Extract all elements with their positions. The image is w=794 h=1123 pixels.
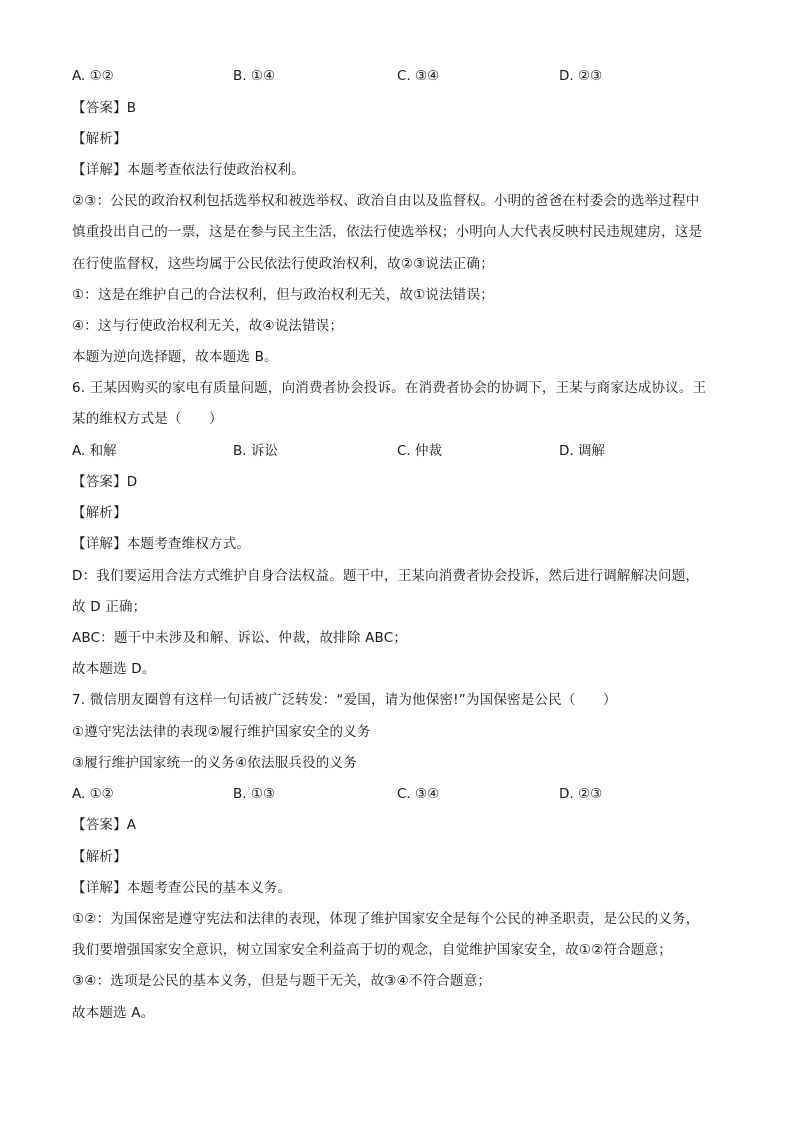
- option-d: D. ②③: [559, 68, 603, 84]
- analysis-heading: 【解析】: [72, 849, 127, 865]
- option-d: D. 调解: [559, 443, 605, 459]
- question-7-stem: 7. 微信朋友圈曾有这样一句话被广泛转发：“爱国，请为他保密!”为国保密是公民（ ）: [72, 692, 617, 708]
- explanation-line: ①：这是在维护自己的合法权利，但与政治权利无关，故①说法错误；: [72, 287, 494, 303]
- explanation-line: 慎重投出自己的一票，这是在参与民主生活，依法行使选举权；小明向人大代表反映村民违规建房，这是: [72, 224, 703, 240]
- answer-line: 【答案】D: [72, 474, 138, 490]
- option-a: A. ①②: [72, 68, 114, 84]
- detail-line: 【详解】本题考查依法行使政治权利。: [72, 162, 305, 178]
- explanation-line: ABC：题干中未涉及和解、诉讼、仲裁，故排除 ABC；: [72, 630, 408, 646]
- detail-line: 【详解】本题考查公民的基本义务。: [72, 880, 292, 896]
- option-c: C. ③④: [397, 786, 440, 802]
- question-6-stem: 6. 王某因购买的家电有质量问题，向消费者协会投诉。在消费者协会的协调下，王某与商家达成协议。王: [72, 380, 707, 396]
- explanation-line: 我们要增强国家安全意识，树立国家安全利益高于切的观念，自觉维护国家安全，故①②符合题意；: [72, 942, 673, 958]
- explanation-line: ④：这与行使政治权利无关，故④说法错误；: [72, 318, 344, 334]
- explanation-line: D：我们要运用合法方式维护自身合法权益。题干中，王某向消费者协会投诉，然后进行调解解决问题，: [72, 568, 700, 584]
- q7-options-row: [72, 785, 732, 803]
- q5-options-row: [72, 67, 732, 85]
- question-7-statements: ③履行维护国家统一的义务④依法服兵役的义务: [72, 755, 357, 771]
- question-7-statements: ①遵守宪法法律的表现②履行维护国家安全的义务: [72, 724, 371, 740]
- analysis-heading: 【解析】: [72, 131, 127, 147]
- explanation-line: 在行使监督权，这些均属于公民依法行使政治权利，故②③说法正确；: [72, 256, 494, 272]
- answer-line: 【答案】A: [72, 817, 137, 833]
- option-a: A. ①②: [72, 786, 114, 802]
- q6-options-row: [72, 442, 732, 460]
- explanation-line: ②③：公民的政治权利包括选举权和被选举权、政治自由以及监督权。小明的爸爸在村委会的选举过程中: [72, 193, 700, 209]
- answer-line: 【答案】B: [72, 100, 137, 116]
- conclusion-line: 本题为逆向选择题，故本题选 B。: [72, 349, 278, 365]
- option-a: A. 和解: [72, 443, 117, 459]
- option-b: B. ①③: [233, 786, 276, 802]
- explanation-line: ③④：选项是公民的基本义务，但是与题干无关，故③④不符合题意；: [72, 973, 492, 989]
- detail-line: 【详解】本题考查维权方式。: [72, 536, 251, 552]
- question-6-stem: 某的维权方式是（ ）: [72, 411, 223, 427]
- explanation-line: 故 D 正确；: [72, 599, 147, 615]
- analysis-heading: 【解析】: [72, 505, 127, 521]
- option-c: C. ③④: [397, 68, 440, 84]
- option-b: B. 诉讼: [233, 443, 278, 459]
- explanation-line: ①②：为国保密是遵守宪法和法律的表现，体现了维护国家安全是每个公民的神圣职责，是公民的义务，: [72, 911, 700, 927]
- option-c: C. 仲裁: [397, 443, 443, 459]
- option-b: B. ①④: [233, 68, 276, 84]
- conclusion-line: 故本题选 D。: [72, 661, 156, 677]
- option-d: D. ②③: [559, 786, 603, 802]
- conclusion-line: 故本题选 A。: [72, 1005, 155, 1021]
